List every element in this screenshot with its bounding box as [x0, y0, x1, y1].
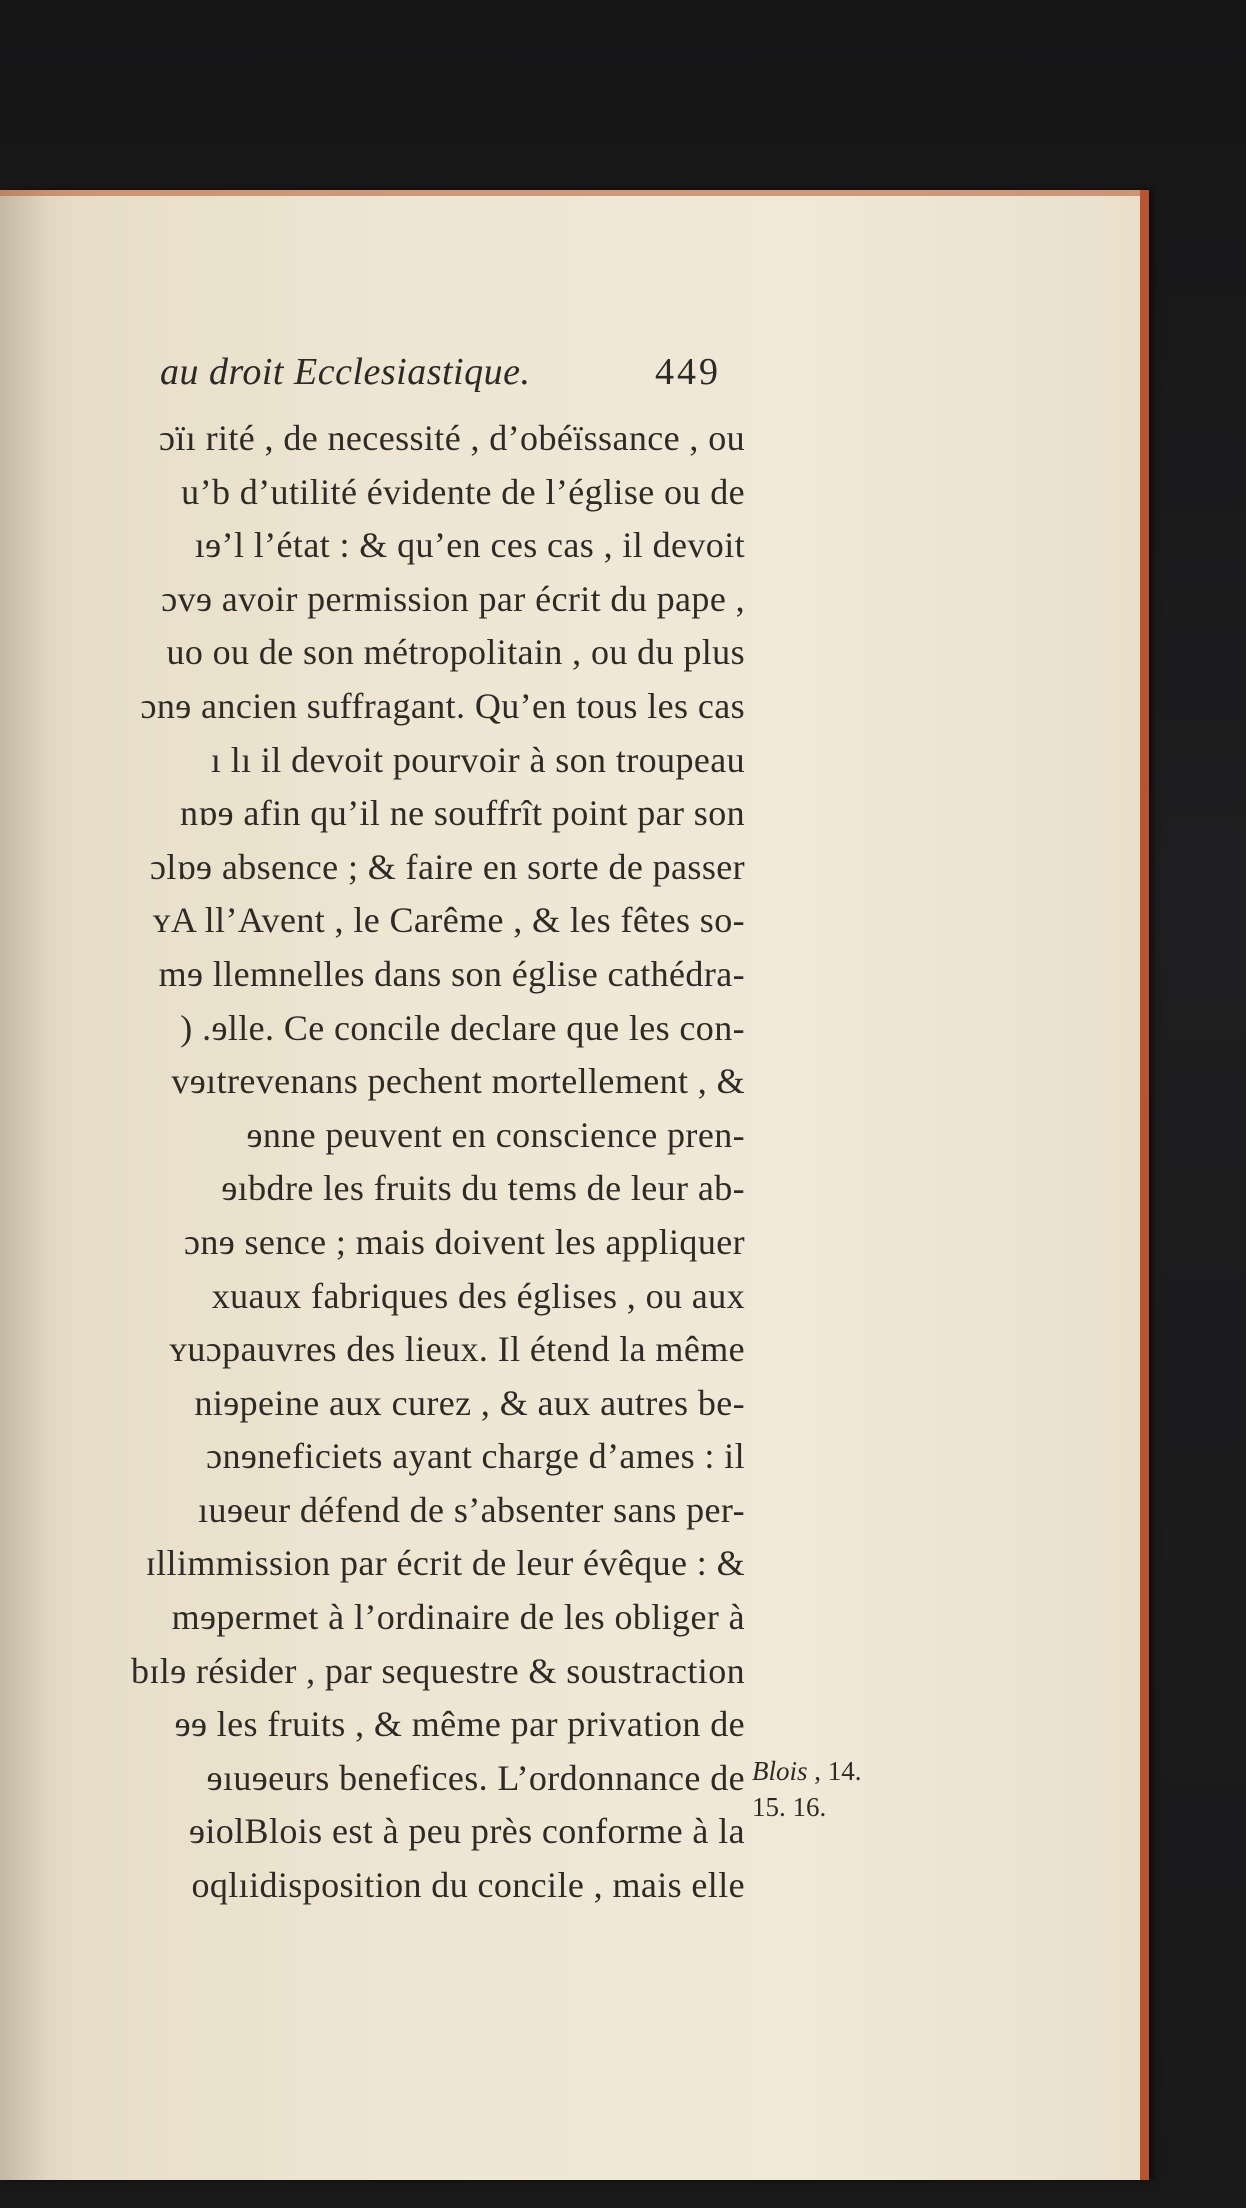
- text-line: bɪlɘ résider , par sequestre & soustraction: [130, 1650, 745, 1691]
- text-line: ı lı il devoit pourvoir à son troupeau: [210, 739, 745, 780]
- text-line: ɘıuɘeurs benefices. L’ordonnance de: [206, 1757, 745, 1798]
- text-line: ɔnɘneficiets ayant charge d’ames : il: [206, 1436, 745, 1477]
- margin-note-line: [752, 1753, 892, 1789]
- page-top-edge: [0, 190, 1140, 196]
- text-line: ıɘ’l l’état : & qu’en ces cas , il devoit: [194, 525, 745, 566]
- margin-note-source: Blois: [752, 1756, 808, 1786]
- text-line: ɔïı rité , de necessité , d’obéïssance , ou: [159, 418, 745, 458]
- text-line: xuaux fabriques des églises , ou aux: [211, 1275, 745, 1316]
- body-text: [0, 412, 745, 1913]
- page-number: 449: [655, 351, 721, 393]
- book-page: [0, 190, 1149, 2180]
- text-line: ɪllimmission par écrit de leur évêque : &: [145, 1543, 745, 1584]
- margin-note: [752, 1753, 892, 1825]
- text-line: u’b d’utilité évidente de l’église ou de: [181, 471, 745, 512]
- text-line: nɒɘ afin qu’il ne souffrît point par son: [179, 793, 745, 834]
- page-header: [160, 350, 760, 410]
- text-line: ) .ɘlle. Ce concile declare que les con-: [180, 1007, 745, 1048]
- text-line: ɔvɘ avoir permission par écrit du pape ,: [161, 578, 745, 619]
- text-line: oqlıidisposition du concile , mais elle: [191, 1865, 745, 1906]
- text-line: ʏuɔpauvres des lieux. Il étend la même: [169, 1329, 745, 1370]
- text-line: vɘıtrevenans pechent mortellement , &: [171, 1061, 745, 1102]
- text-line: ɘɘ les fruits , & même par privation de: [174, 1704, 745, 1745]
- text-line: niɘpeine aux curez , & aux autres be-: [194, 1382, 745, 1423]
- text-line: ɘiolBlois est à peu près conforme à la: [188, 1811, 745, 1852]
- text-line: mɘpermet à l’ordinaire de les obliger à: [171, 1597, 745, 1638]
- text-line: mɘ llemnelles dans son église cathédra-: [158, 953, 745, 994]
- text-line: ɘnne peuvent en conscience pren-: [246, 1114, 745, 1155]
- text-line: ɔlɒɘ absence ; & faire en sorte de passer: [150, 846, 745, 887]
- running-title: au droit Ecclesiastique.: [160, 351, 531, 393]
- text-line: ɔnɘ sence ; mais doivent les appliquer: [183, 1221, 745, 1262]
- text-line: ıuɘeur défend de s’absenter sans per-: [198, 1489, 745, 1530]
- text-line: ɘıbdre les fruits du tems de leur ab-: [221, 1168, 745, 1209]
- text-line: uo ou de son métropolitain , ou du plus: [166, 632, 745, 673]
- text-line: ɔnɘ ancien suffragant. Qu’en tous les cas: [140, 685, 745, 726]
- text-line: ʏA ll’Avent , le Carême , & les fêtes so-: [152, 900, 745, 941]
- margin-note-line: 15. 16.: [752, 1792, 827, 1822]
- margin-note-ref: , 14.: [807, 1756, 862, 1786]
